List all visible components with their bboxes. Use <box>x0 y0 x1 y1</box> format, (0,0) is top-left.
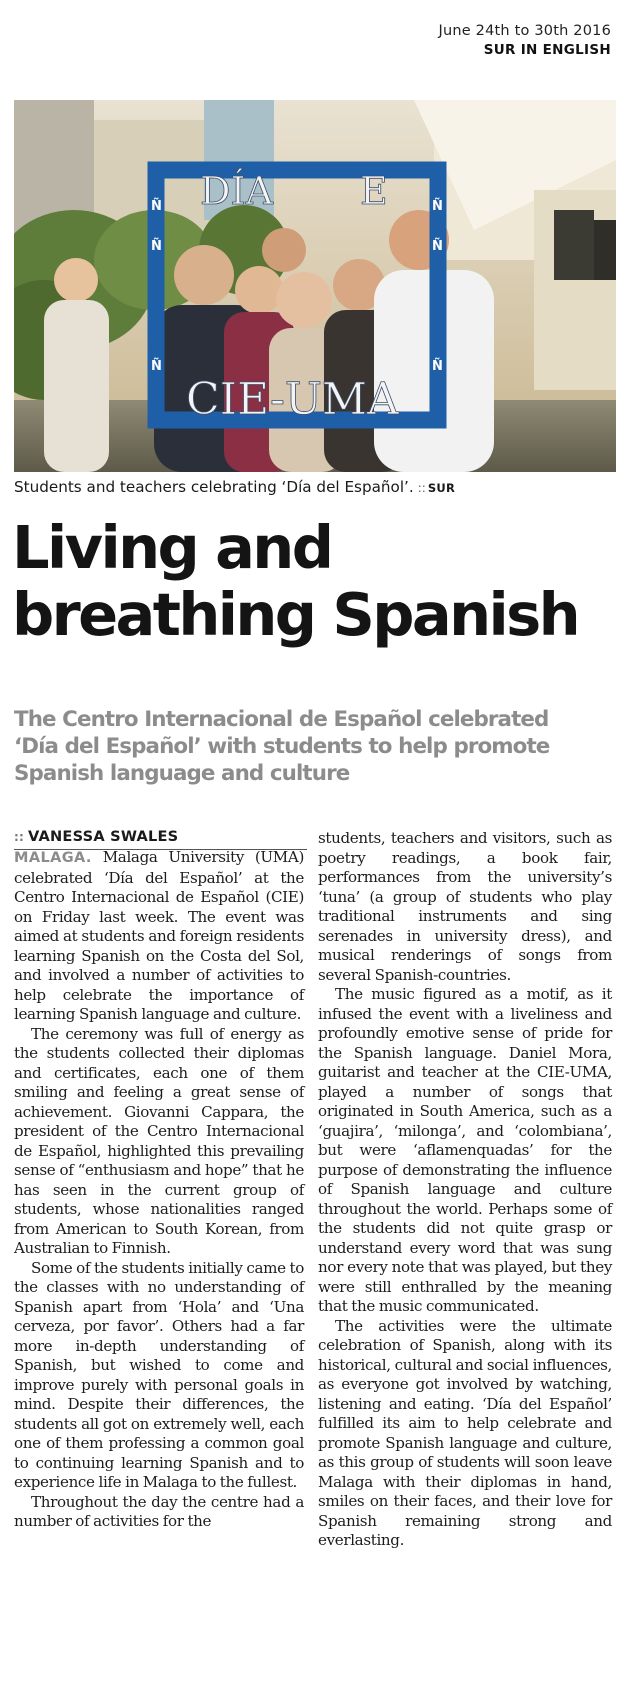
dateline: MALAGA. <box>14 850 92 866</box>
frame-text-bottom: CIE-UMA <box>186 374 399 425</box>
photo-illustration <box>14 100 616 472</box>
subhead-line-2: ‘Día del Español’ with students to help promote <box>14 734 550 759</box>
article-paragraph <box>14 848 304 1025</box>
frame-text-top-right: E <box>360 169 388 213</box>
frame-letter: Ñ <box>151 239 162 254</box>
headline <box>12 514 612 648</box>
article-paragraph: students, teachers and visitors, such as poetry readings, a book fair, performances from the university’s ‘tuna’ (a group of students who play traditional instruments and sing serenades in university dress), and musical renderings of songs from several Spanish-countries. <box>318 829 612 984</box>
article-paragraph: Some of the students initially came to the classes with no understanding of Spanish apart from ‘Hola’ and ‘Una cerveza, por favor’. Others had a far more in-depth understanding of Spanish, but wished to come and improve purely with personal goals in mind. Despite their differences, the students all got on extremely well, each one of them professing a common goal to continuing learning Spanish and to experience life in Malaga to the fullest. <box>14 1258 304 1491</box>
byline-dots: :: <box>14 830 24 844</box>
article-photo <box>14 100 616 472</box>
masthead <box>438 22 611 60</box>
photo-caption <box>14 478 455 496</box>
frame-text-top-left: DÍA <box>200 169 273 213</box>
subhead-line-3: Spanish language and culture <box>14 761 350 786</box>
headline-line-2: breathing Spanish <box>12 580 579 649</box>
frame-letter: Ñ <box>432 239 443 254</box>
subhead-line-1: The Centro Internacional de Español celebrated <box>14 707 549 732</box>
article-paragraph: The activities were the ultimate celebration of Spanish, along with its historical, cultural and social influences, as everyone got involved by watching, listening and eating. ‘Día del Español’ fulfilled its aim to help celebrate and promote Spanish language and culture, as this group of students will soon leave Malaga with their diplomas in hand, smiles on their faces, and their love for Spanish remaining strong and everlasting. <box>318 1316 612 1549</box>
photo-credit: SUR <box>427 481 456 495</box>
byline <box>14 828 307 850</box>
article-paragraph: The ceremony was full of energy as the students collected their diplomas and certificates, each one of them smiling and feeling a great sense of achievement. Giovanni Cappara, the president of the Centro Internacional de Español, highlighted this prevailing sense of “enthusiasm and hope” that he has seen in the current group of students, whose nationalities ranged from American to South Korean, from Australian to Finnish. <box>14 1024 304 1257</box>
issue-date: June 24th to 30th 2016 <box>438 23 611 39</box>
frame-letter: Ñ <box>432 359 443 374</box>
subheadline <box>14 706 614 787</box>
article-paragraph: The music figured as a motif, as it infused the event with a liveliness and profoundly emotive sense of pride for the Spanish language. Daniel Mora, guitarist and teacher at the CIE-UMA, played a number of songs that originated in South America, such as a ‘guajira’, ‘milonga’, and ‘colombiana’, but were ‘aflamenquadas’ for the purpose of demonstrating the influence of Spanish language and culture throughout the world. Perhaps some of the students did not quite grasp or understand every word that was sung nor every note that was played, but they were still enthralled by the meaning that the music communicated. <box>318 985 612 1315</box>
frame-letter: Ñ <box>151 359 162 374</box>
headline-line-1: Living and <box>12 513 332 582</box>
article-paragraph: Throughout the day the centre had a number of activities for the <box>14 1492 304 1530</box>
paragraph-text: Malaga University (UMA) celebrated ‘Día del Español’ at the Centro Internacional de Español (CIE) on Friday last week. The event was aimed at students and foreign residents learning Spanish on the Costa del Sol, and involved a number of activities to help celebrate the importance of learning Spanish language and culture. <box>14 848 304 1023</box>
frame-letter: Ñ <box>151 199 162 214</box>
author-name: VANESSA SWALES <box>28 828 179 845</box>
caption-text: Students and teachers celebrating ‘Día del Español’. <box>14 478 414 496</box>
article-column-left <box>14 848 304 1532</box>
caption-separator: :: <box>417 481 426 495</box>
article-column-right <box>318 829 612 1551</box>
publication-name: SUR IN ENGLISH <box>483 42 611 58</box>
frame-letter: Ñ <box>432 199 443 214</box>
